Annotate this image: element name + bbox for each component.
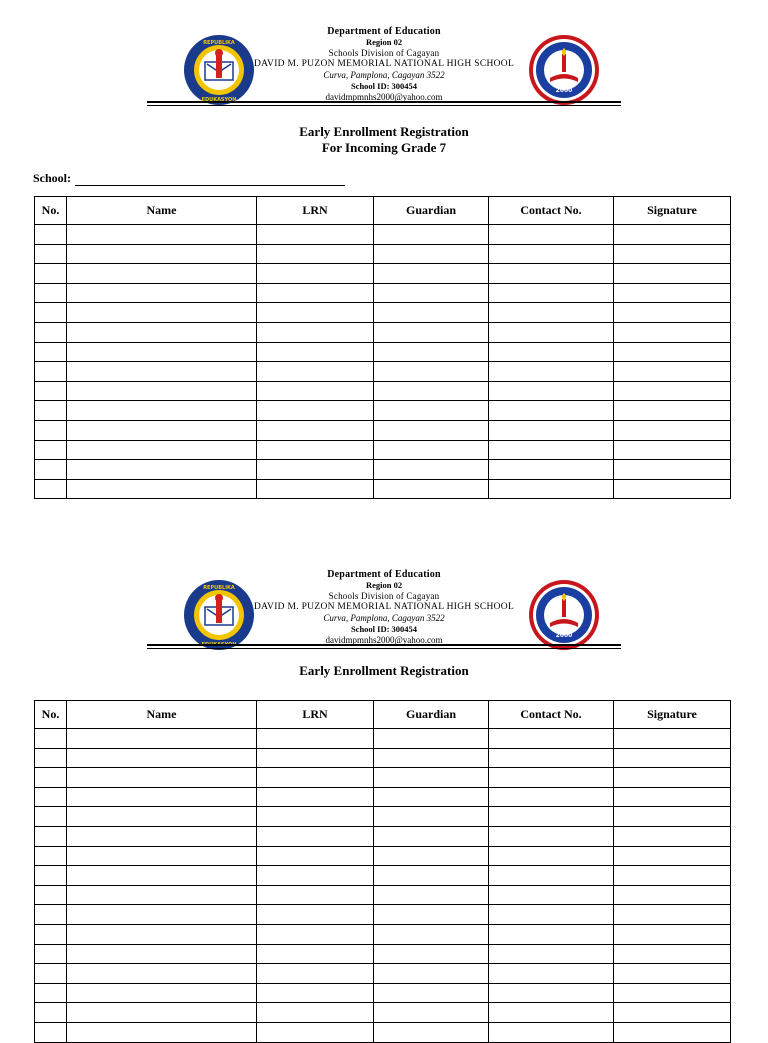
table-cell[interactable]: [614, 729, 731, 749]
table-cell[interactable]: [614, 1022, 731, 1042]
table-cell[interactable]: [614, 905, 731, 925]
table-cell[interactable]: [374, 885, 489, 905]
table-cell[interactable]: [35, 342, 67, 362]
table-cell[interactable]: [374, 362, 489, 382]
table-cell[interactable]: [489, 283, 614, 303]
table-cell[interactable]: [257, 225, 374, 245]
table-cell[interactable]: [374, 440, 489, 460]
table-cell[interactable]: [35, 420, 67, 440]
table-row: [35, 944, 731, 964]
school-address: Curva, Pamplona, Cagayan 3522: [323, 70, 445, 80]
table-row: [35, 983, 731, 1003]
table-cell[interactable]: [374, 944, 489, 964]
table-cell[interactable]: [489, 244, 614, 264]
table-cell[interactable]: [614, 866, 731, 886]
header-guardian: Guardian: [374, 197, 489, 225]
table-cell[interactable]: [35, 283, 67, 303]
table-cell[interactable]: [374, 264, 489, 284]
table-cell[interactable]: [374, 303, 489, 323]
table-cell[interactable]: [67, 807, 257, 827]
table-cell[interactable]: [614, 768, 731, 788]
table-cell[interactable]: [374, 1003, 489, 1023]
table-cell[interactable]: [489, 420, 614, 440]
table-cell[interactable]: [374, 1022, 489, 1042]
form-subtitle: For Incoming Grade 7: [321, 140, 447, 155]
form-title: Early Enrollment Registration: [299, 124, 469, 139]
table-cell[interactable]: [67, 787, 257, 807]
table-cell[interactable]: [614, 225, 731, 245]
school-input[interactable]: [75, 173, 345, 186]
table-row: [35, 225, 731, 245]
table-cell[interactable]: [67, 303, 257, 323]
division: Schools Division of Cagayan: [328, 48, 440, 58]
table-row: [35, 264, 731, 284]
school-field: [33, 171, 345, 186]
table-row: [35, 420, 731, 440]
table-cell[interactable]: [67, 381, 257, 401]
table-row: [35, 826, 731, 846]
table-cell[interactable]: [614, 381, 731, 401]
table-row: [35, 322, 731, 342]
table-cell[interactable]: [257, 420, 374, 440]
table-row: [35, 479, 731, 499]
letterhead-rule: [147, 101, 621, 106]
table-cell[interactable]: [614, 401, 731, 421]
header-signature: Signature: [614, 701, 731, 729]
table-cell[interactable]: [67, 460, 257, 480]
table-cell[interactable]: [67, 1003, 257, 1023]
header-name: Name: [67, 197, 257, 225]
table-cell[interactable]: [67, 964, 257, 984]
table-header-row: [35, 197, 731, 225]
table-cell[interactable]: [614, 885, 731, 905]
table-cell[interactable]: [614, 342, 731, 362]
table-cell[interactable]: [257, 303, 374, 323]
table-cell[interactable]: [374, 381, 489, 401]
table-cell[interactable]: [257, 787, 374, 807]
table-cell[interactable]: [257, 924, 374, 944]
table-cell[interactable]: [35, 303, 67, 323]
table-cell[interactable]: [257, 1022, 374, 1042]
table-cell[interactable]: [67, 420, 257, 440]
table-row: [35, 748, 731, 768]
table-cell[interactable]: [35, 846, 67, 866]
table-cell[interactable]: [374, 225, 489, 245]
table-cell[interactable]: [35, 826, 67, 846]
table-cell[interactable]: [35, 401, 67, 421]
table-cell[interactable]: [374, 460, 489, 480]
table-cell[interactable]: [35, 244, 67, 264]
table-cell[interactable]: [489, 768, 614, 788]
school-id: School ID: 300454: [350, 81, 418, 91]
svg-text:2000: 2000: [555, 632, 573, 639]
table-cell[interactable]: [489, 924, 614, 944]
table-cell[interactable]: [374, 420, 489, 440]
table-cell[interactable]: [489, 905, 614, 925]
table-cell[interactable]: [614, 924, 731, 944]
table-cell[interactable]: [35, 905, 67, 925]
registration-table: [34, 196, 731, 499]
table-cell[interactable]: [489, 401, 614, 421]
header-guardian: Guardian: [374, 701, 489, 729]
table-cell[interactable]: [489, 303, 614, 323]
table-row: [35, 768, 731, 788]
table-cell[interactable]: [35, 885, 67, 905]
table-cell[interactable]: [257, 983, 374, 1003]
table-cell[interactable]: [67, 264, 257, 284]
school-label: School:: [33, 171, 72, 185]
table-cell[interactable]: [614, 964, 731, 984]
table-cell[interactable]: [257, 866, 374, 886]
table-cell[interactable]: [35, 748, 67, 768]
header-contact: Contact No.: [489, 197, 614, 225]
header-name: Name: [67, 701, 257, 729]
header-no: No.: [35, 197, 67, 225]
table-cell[interactable]: [257, 748, 374, 768]
table-cell[interactable]: [489, 983, 614, 1003]
table-cell[interactable]: [374, 244, 489, 264]
table-cell[interactable]: [374, 866, 489, 886]
table-cell[interactable]: [614, 283, 731, 303]
table-cell[interactable]: [614, 440, 731, 460]
table-cell[interactable]: [257, 244, 374, 264]
table-cell[interactable]: [374, 401, 489, 421]
table-row: [35, 283, 731, 303]
header-signature: Signature: [614, 197, 731, 225]
table-cell[interactable]: [489, 1003, 614, 1023]
table-cell[interactable]: [67, 846, 257, 866]
svg-text:2000: 2000: [555, 87, 573, 94]
table-cell[interactable]: [67, 401, 257, 421]
table-cell[interactable]: [257, 964, 374, 984]
table-cell[interactable]: [35, 983, 67, 1003]
table-row: [35, 807, 731, 827]
table-cell[interactable]: [67, 768, 257, 788]
table-cell[interactable]: [35, 440, 67, 460]
table-cell[interactable]: [67, 283, 257, 303]
svg-text:EDUKASYON: EDUKASYON: [201, 97, 237, 103]
school-id: School ID: 300454: [350, 624, 418, 634]
table-cell[interactable]: [374, 322, 489, 342]
table-cell[interactable]: [374, 924, 489, 944]
table-cell[interactable]: [35, 729, 67, 749]
table-row: [35, 866, 731, 886]
table-row: [35, 729, 731, 749]
table-cell[interactable]: [35, 264, 67, 284]
table-cell[interactable]: [489, 479, 614, 499]
table-cell[interactable]: [489, 342, 614, 362]
department-name: Department of Education: [327, 569, 441, 580]
table-cell[interactable]: [257, 322, 374, 342]
table-cell[interactable]: [257, 362, 374, 382]
table-cell[interactable]: [489, 846, 614, 866]
table-cell[interactable]: [67, 924, 257, 944]
table-row: [35, 401, 731, 421]
table-cell[interactable]: [489, 225, 614, 245]
table-cell[interactable]: [67, 944, 257, 964]
table-row: [35, 964, 731, 984]
table-row: [35, 381, 731, 401]
table-cell[interactable]: [489, 1022, 614, 1042]
table-cell[interactable]: [374, 964, 489, 984]
table-cell[interactable]: [257, 460, 374, 480]
table-cell[interactable]: [489, 322, 614, 342]
table-cell[interactable]: [35, 479, 67, 499]
school-name: DAVID M. PUZON MEMORIAL NATIONAL HIGH SCHOOL: [253, 602, 515, 612]
table-cell[interactable]: [614, 303, 731, 323]
table-cell[interactable]: [374, 826, 489, 846]
table-cell[interactable]: [489, 826, 614, 846]
table-cell[interactable]: [489, 264, 614, 284]
header-lrn: LRN: [257, 197, 374, 225]
table-cell[interactable]: [374, 905, 489, 925]
table-cell[interactable]: [614, 460, 731, 480]
table-cell[interactable]: [35, 787, 67, 807]
table-cell[interactable]: [374, 807, 489, 827]
table-cell[interactable]: [67, 440, 257, 460]
table-cell[interactable]: [35, 225, 67, 245]
table-cell[interactable]: [257, 1003, 374, 1023]
school-name: DAVID M. PUZON MEMORIAL NATIONAL HIGH SCHOOL: [253, 59, 515, 69]
table-cell[interactable]: [489, 748, 614, 768]
table-cell[interactable]: [489, 964, 614, 984]
table-cell[interactable]: [35, 944, 67, 964]
table-cell[interactable]: [614, 787, 731, 807]
table-cell[interactable]: [35, 1022, 67, 1042]
table-row: [35, 1022, 731, 1042]
form-title: Early Enrollment Registration: [299, 663, 469, 678]
table-cell[interactable]: [614, 362, 731, 382]
table-cell[interactable]: [614, 748, 731, 768]
school-email: davidmpmnhs2000@yahoo.com: [325, 92, 443, 102]
table-cell[interactable]: [614, 264, 731, 284]
table-row: [35, 846, 731, 866]
table-row: [35, 244, 731, 264]
table-cell[interactable]: [614, 322, 731, 342]
table-row: [35, 440, 731, 460]
table-cell[interactable]: [257, 846, 374, 866]
table-cell[interactable]: [35, 866, 67, 886]
table-cell[interactable]: [257, 342, 374, 362]
table-cell[interactable]: [257, 440, 374, 460]
table-cell[interactable]: [257, 807, 374, 827]
table-cell[interactable]: [67, 342, 257, 362]
table-cell[interactable]: [614, 479, 731, 499]
school-logo-icon: [528, 34, 600, 106]
table-cell[interactable]: [67, 905, 257, 925]
table-cell[interactable]: [35, 924, 67, 944]
table-cell[interactable]: [35, 460, 67, 480]
table-row: [35, 787, 731, 807]
table-cell[interactable]: [257, 479, 374, 499]
table-cell[interactable]: [374, 729, 489, 749]
table-cell[interactable]: [257, 401, 374, 421]
table-cell[interactable]: [67, 244, 257, 264]
table-cell[interactable]: [489, 729, 614, 749]
table-row: [35, 1003, 731, 1023]
svg-text:EDUKASYON: EDUKASYON: [201, 642, 237, 648]
table-cell[interactable]: [67, 748, 257, 768]
table-cell[interactable]: [67, 866, 257, 886]
table-cell[interactable]: [257, 826, 374, 846]
table-cell[interactable]: [67, 1022, 257, 1042]
table-cell[interactable]: [67, 826, 257, 846]
table-cell[interactable]: [257, 264, 374, 284]
table-cell[interactable]: [35, 768, 67, 788]
table-cell[interactable]: [67, 983, 257, 1003]
table-cell[interactable]: [67, 322, 257, 342]
table-cell[interactable]: [257, 283, 374, 303]
table-cell[interactable]: [257, 768, 374, 788]
table-cell[interactable]: [257, 944, 374, 964]
table-cell[interactable]: [489, 460, 614, 480]
school-address: Curva, Pamplona, Cagayan 3522: [323, 613, 445, 623]
table-cell[interactable]: [67, 362, 257, 382]
table-cell[interactable]: [35, 1003, 67, 1023]
table-cell[interactable]: [257, 905, 374, 925]
table-cell[interactable]: [35, 964, 67, 984]
table-cell[interactable]: [35, 362, 67, 382]
table-cell[interactable]: [35, 322, 67, 342]
table-cell[interactable]: [489, 866, 614, 886]
table-cell[interactable]: [489, 807, 614, 827]
svg-text:REPUBLIKA: REPUBLIKA: [203, 585, 235, 591]
table-cell[interactable]: [614, 944, 731, 964]
table-cell[interactable]: [67, 729, 257, 749]
table-cell[interactable]: [257, 885, 374, 905]
table-cell[interactable]: [374, 342, 489, 362]
header-no: No.: [35, 701, 67, 729]
svg-text:REPUBLIKA: REPUBLIKA: [203, 40, 235, 46]
table-cell[interactable]: [489, 440, 614, 460]
table-cell[interactable]: [374, 748, 489, 768]
table-header-row: [35, 701, 731, 729]
table-cell[interactable]: [614, 420, 731, 440]
table-cell[interactable]: [614, 826, 731, 846]
table-cell[interactable]: [374, 768, 489, 788]
table-cell[interactable]: [257, 729, 374, 749]
table-cell[interactable]: [67, 885, 257, 905]
region: Region 02: [365, 37, 403, 47]
table-row: [35, 303, 731, 323]
table-cell[interactable]: [67, 479, 257, 499]
letterhead-rule: [147, 644, 621, 649]
table-cell[interactable]: [374, 479, 489, 499]
table-cell[interactable]: [489, 381, 614, 401]
header-contact: Contact No.: [489, 701, 614, 729]
table-cell[interactable]: [614, 807, 731, 827]
table-cell[interactable]: [257, 381, 374, 401]
header-lrn: LRN: [257, 701, 374, 729]
region: Region 02: [365, 580, 403, 590]
table-cell[interactable]: [35, 381, 67, 401]
table-cell[interactable]: [489, 885, 614, 905]
table-row: [35, 460, 731, 480]
table-row: [35, 905, 731, 925]
table-cell[interactable]: [489, 787, 614, 807]
table-cell[interactable]: [614, 846, 731, 866]
table-cell[interactable]: [67, 225, 257, 245]
table-cell[interactable]: [614, 983, 731, 1003]
table-row: [35, 362, 731, 382]
registration-table: [34, 700, 731, 1043]
table-cell[interactable]: [35, 807, 67, 827]
table-cell[interactable]: [489, 362, 614, 382]
division: Schools Division of Cagayan: [328, 591, 440, 601]
table-cell[interactable]: [374, 787, 489, 807]
table-row: [35, 924, 731, 944]
table-cell[interactable]: [374, 283, 489, 303]
table-row: [35, 342, 731, 362]
department-name: Department of Education: [327, 26, 441, 37]
table-cell[interactable]: [374, 846, 489, 866]
school-email: davidmpmnhs2000@yahoo.com: [325, 635, 443, 645]
table-cell[interactable]: [489, 944, 614, 964]
school-logo-icon: [528, 579, 600, 651]
table-cell[interactable]: [614, 244, 731, 264]
table-cell[interactable]: [374, 983, 489, 1003]
table-row: [35, 885, 731, 905]
table-cell[interactable]: [614, 1003, 731, 1023]
